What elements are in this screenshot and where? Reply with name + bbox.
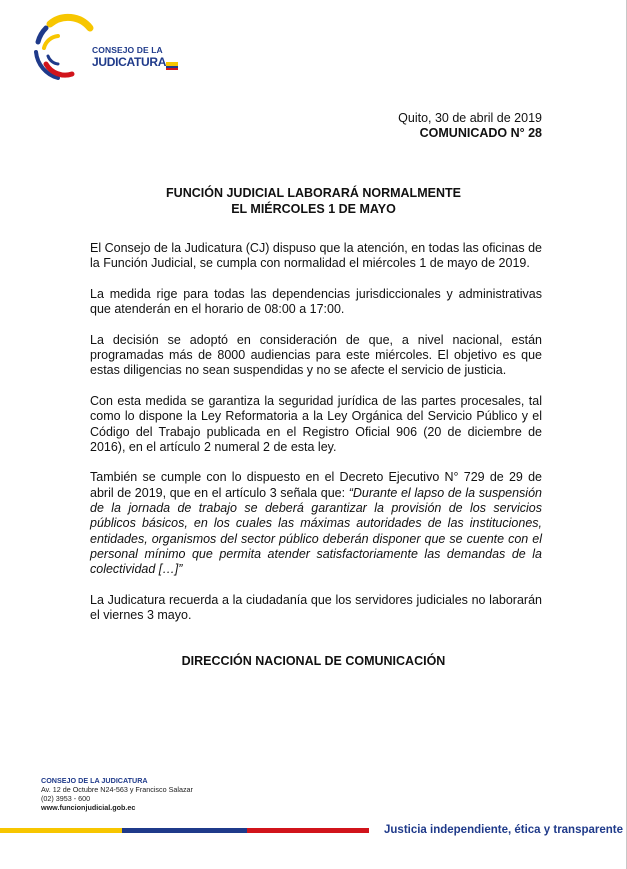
signature-department: DIRECCIÓN NACIONAL DE COMUNICACIÓN <box>181 654 446 668</box>
decree-quote: “Durante el lapso de la suspensión de la jornada de trabajo se deberá garantizar la provisión de los servicios públicos básicos, en los cuales las máximas autoridades de las instituciones, entidades, organismos del sector público deberán disponer que se cuente con el personal mínimo que permita atender satisfactoriamente las demandas de la colectividad […]” <box>90 485 542 577</box>
paragraph-6: La Judicatura recuerda a la ciudadanía que los servidores judiciales no laborarán el viernes 3 mayo. <box>90 592 542 623</box>
document-title <box>0 185 627 217</box>
footer-phone: (02) 3953 - 600 <box>41 794 91 803</box>
document-body <box>90 241 542 639</box>
title-line-1: FUNCIÓN JUDICIAL LABORARÁ NORMALMENTE <box>166 186 461 200</box>
footer-contact <box>41 776 193 812</box>
footer-stripe-red <box>247 828 369 833</box>
date-line: Quito, 30 de abril de 2019 <box>398 111 542 125</box>
footer-stripe-blue <box>122 828 247 833</box>
logo-line-1: CONSEJO DE LA <box>92 45 163 55</box>
footer-org: CONSEJO DE LA JUDICATURA <box>41 776 148 785</box>
paragraph-3: La decisión se adoptó en consideración de que, a nivel nacional, están programadas más de 8000 audiencias para este miércoles. El objetivo es que estas diligencias no sean suspendidas y no se afecte el servicio de justicia. <box>90 332 542 378</box>
footer-stripe-yellow <box>0 828 122 833</box>
logo-wordmark <box>92 46 166 68</box>
ecuador-flag-icon <box>166 62 178 70</box>
footer-website-link[interactable]: www.funcionjudicial.gob.ec <box>41 803 136 812</box>
paragraph-5 <box>90 470 542 577</box>
communique-number: COMUNICADO N° 28 <box>419 126 542 140</box>
footer-address: Av. 12 de Octubre N24-563 y Francisco Salazar <box>41 785 193 794</box>
title-line-2: EL MIÉRCOLES 1 DE MAYO <box>231 202 396 216</box>
logo-line-2: JUDICATURA <box>92 54 167 69</box>
paragraph-5-intro: También se cumple con lo dispuesto en el Decreto Ejecutivo N° 729 de 29 de abril de 2019, que en el artículo 3 señala que: <box>90 470 542 500</box>
paragraph-2: La medida rige para todas las dependencias jurisdiccionales y administrativas que atenderán en el horario de 08:00 a 17:00. <box>90 286 542 317</box>
paragraph-1: El Consejo de la Judicatura (CJ) dispuso que la atención, en todas las oficinas de la Función Judicial, se cumpla con normalidad el miércoles 1 de mayo de 2019. <box>90 241 542 271</box>
logo-emblem-icon <box>28 12 98 82</box>
paragraph-4: Con esta medida se garantiza la seguridad jurídica de las partes procesales, tal como lo dispone la Ley Reformatoria a la Ley Orgánica del Servicio Público y el Código del Trabajo publicada en el Registro Oficial 906 (20 de diciembre de 2016), en el artículo 2 numeral 2 de esta ley. <box>90 393 542 454</box>
footer-slogan: Justicia independiente, ética y transparente <box>384 824 624 836</box>
consejo-judicatura-logo <box>28 12 168 82</box>
